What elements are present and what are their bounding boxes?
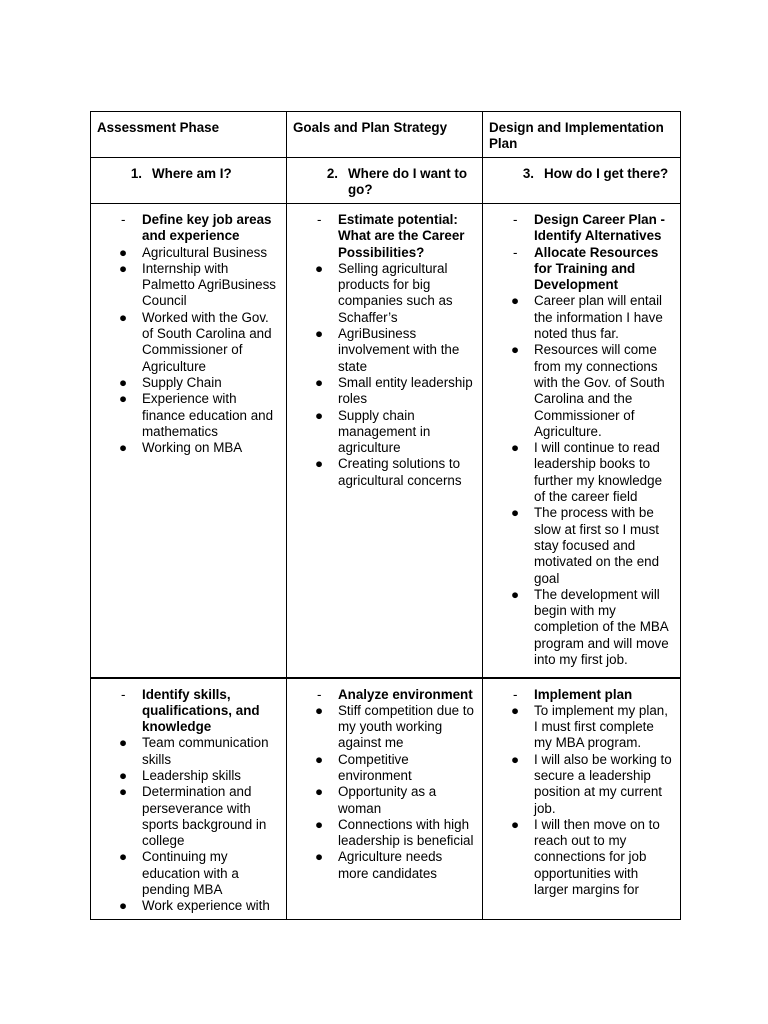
question-cell-1 (91, 158, 287, 204)
bullet-marker: ● (315, 816, 324, 832)
list-item (91, 310, 286, 375)
list-item (287, 849, 482, 882)
list-item (483, 293, 680, 342)
item-text: Supply chain management in agriculture (338, 407, 431, 456)
section-heading (483, 245, 680, 294)
section-heading (91, 687, 286, 736)
bullet-marker: ● (511, 816, 520, 832)
content-cell (287, 204, 483, 678)
bullet-marker: ● (119, 767, 128, 783)
dash-marker: - (513, 244, 518, 260)
item-text: AgriBusiness involvement with the state (338, 326, 460, 374)
list-item (483, 817, 680, 898)
item-text: Team communication skills (142, 735, 269, 767)
bullet-marker: ● (119, 849, 128, 865)
heading-text: Design Career Plan - Identify Alternatives (534, 212, 665, 244)
bullet-marker: ● (315, 326, 324, 342)
bullet-marker: ● (315, 702, 324, 718)
list-item (483, 703, 680, 752)
list-item (287, 752, 482, 785)
list-item (91, 784, 286, 849)
item-text: Connections with high leadership is beneficial (338, 816, 474, 849)
item-text: Worked with the Gov. of South Carolina and Commissioner of Agriculture (142, 309, 272, 374)
bullet-marker: ● (315, 374, 324, 390)
item-text: Experience with finance education and mathematics (142, 391, 274, 439)
list-item (483, 587, 680, 668)
item-text: Competitive environment (338, 751, 412, 783)
bullet-marker: ● (511, 342, 520, 358)
section-heading (287, 687, 482, 703)
item-text: Stiff competition due to my youth working against me (338, 702, 474, 751)
list-item (483, 752, 680, 817)
header-design-and-implementation-plan: Design and Implementation Plan (483, 112, 681, 158)
content-cell (91, 678, 287, 920)
question-cell-3 (483, 158, 681, 204)
list-item (287, 703, 482, 752)
bullet-marker: ● (511, 293, 520, 309)
heading-text: Analyze environment (338, 686, 473, 702)
section-heading (287, 212, 482, 261)
content-row-2 (91, 678, 681, 920)
bullet-marker: ● (315, 784, 324, 800)
dash-marker: - (317, 686, 322, 702)
dash-marker: - (317, 212, 322, 227)
career-plan-table (90, 111, 681, 920)
item-text: I will continue to read leadership books to further my knowledge of the career field (534, 440, 663, 505)
list-item (287, 456, 482, 489)
header-row (91, 112, 681, 158)
section-heading (483, 212, 680, 245)
bullet-marker: ● (315, 407, 324, 423)
item-text: To implement my plan, I must first complete my MBA program. (534, 702, 668, 751)
item-text: I will then move on to reach out to my connections for job opportunities with larger margins for (534, 816, 660, 898)
bullet-marker: ● (119, 260, 128, 276)
section-heading (91, 212, 286, 245)
bullet-marker: ● (119, 244, 128, 260)
heading-text: Implement plan (534, 686, 633, 702)
bullet-marker: ● (315, 260, 324, 276)
bullet-marker: ● (119, 374, 128, 390)
list-item (287, 784, 482, 817)
content-cell (483, 204, 681, 678)
list-item (287, 261, 482, 326)
list-item (483, 505, 680, 586)
bullet-marker: ● (119, 898, 128, 914)
list-item (91, 898, 286, 914)
heading-text: Estimate potential: What are the Career Possibilities? (338, 212, 465, 260)
list-item (287, 817, 482, 850)
bullet-marker: ● (511, 505, 520, 521)
bullet-marker: ● (119, 440, 128, 456)
item-text: I will also be working to secure a leadership position at my current job. (534, 751, 672, 816)
bullet-marker: ● (511, 586, 520, 602)
list-item (91, 849, 286, 898)
item-text: Resources will come from my connections with the Gov. of South Carolina and the Commissioner of Agriculture. (534, 342, 665, 439)
bullet-marker: ● (315, 456, 324, 472)
list-item (91, 261, 286, 310)
question-text: How do I get there? (544, 166, 669, 181)
item-text: Career plan will entail the information I have noted thus far. (534, 293, 663, 342)
item-text: Work experience with (142, 898, 270, 914)
content-cell (287, 678, 483, 920)
item-text: Determination and perseverance with sports background in college (142, 784, 267, 849)
item-text: Opportunity as a woman (338, 784, 437, 816)
dash-marker: - (121, 686, 126, 702)
list-item (91, 391, 286, 440)
bullet-marker: ● (119, 735, 128, 751)
bullet-marker: ● (119, 391, 128, 407)
item-text: Agriculture needs more candidates (338, 849, 443, 881)
item-text: Leadership skills (142, 767, 241, 783)
header-assessment-phase: Assessment Phase (91, 112, 287, 158)
item-text: Supply Chain (142, 374, 222, 390)
bullet-marker: ● (511, 702, 520, 718)
bullet-marker: ● (511, 751, 520, 767)
item-text: Creating solutions to agricultural concerns (338, 456, 462, 488)
item-text: The development will begin with my completion of the MBA program and will move into my first job. (534, 586, 669, 668)
list-item (287, 408, 482, 457)
content-cell (91, 204, 287, 678)
item-text: Agricultural Business (142, 244, 268, 260)
question-text: Where am I? (152, 166, 232, 181)
dash-marker: - (513, 686, 518, 702)
bullet-marker: ● (315, 751, 324, 767)
question-row (91, 158, 681, 204)
list-item (91, 440, 286, 456)
item-text: The process with be slow at first so I must stay focused and motivated on the end goal (534, 505, 660, 586)
list-item (91, 375, 286, 391)
question-number: 2. (326, 166, 338, 181)
bullet-marker: ● (119, 309, 128, 325)
list-item (483, 440, 680, 505)
item-text: Internship with Palmetto AgriBusiness Council (142, 260, 276, 309)
section-heading (483, 687, 680, 703)
heading-text: Define key job areas and experience (142, 212, 272, 244)
item-text: Selling agricultural products for big companies such as Schaffer’s (338, 260, 453, 325)
bullet-marker: ● (119, 784, 128, 800)
bullet-marker: ● (511, 440, 520, 456)
content-cell (483, 678, 681, 920)
bullet-marker: ● (315, 849, 324, 865)
list-item (91, 768, 286, 784)
item-text: Continuing my education with a pending MBA (142, 849, 239, 898)
header-goals-and-plan-strategy: Goals and Plan Strategy (287, 112, 483, 158)
item-text: Small entity leadership roles (338, 374, 473, 407)
heading-text: Allocate Resources for Training and Development (534, 244, 659, 293)
content-row-1 (91, 204, 681, 678)
list-item (91, 245, 286, 261)
question-number: 3. (522, 166, 534, 181)
heading-text: Identify skills, qualifications, and knowledge (142, 686, 260, 735)
list-item (287, 326, 482, 375)
list-item (91, 735, 286, 768)
list-item (483, 342, 680, 440)
question-text: Where do I want to go? (348, 166, 468, 198)
list-item (287, 375, 482, 408)
question-number: 1. (130, 166, 142, 181)
item-text: Working on MBA (142, 440, 243, 456)
dash-marker: - (513, 212, 518, 227)
dash-marker: - (121, 212, 126, 227)
question-cell-2 (287, 158, 483, 204)
